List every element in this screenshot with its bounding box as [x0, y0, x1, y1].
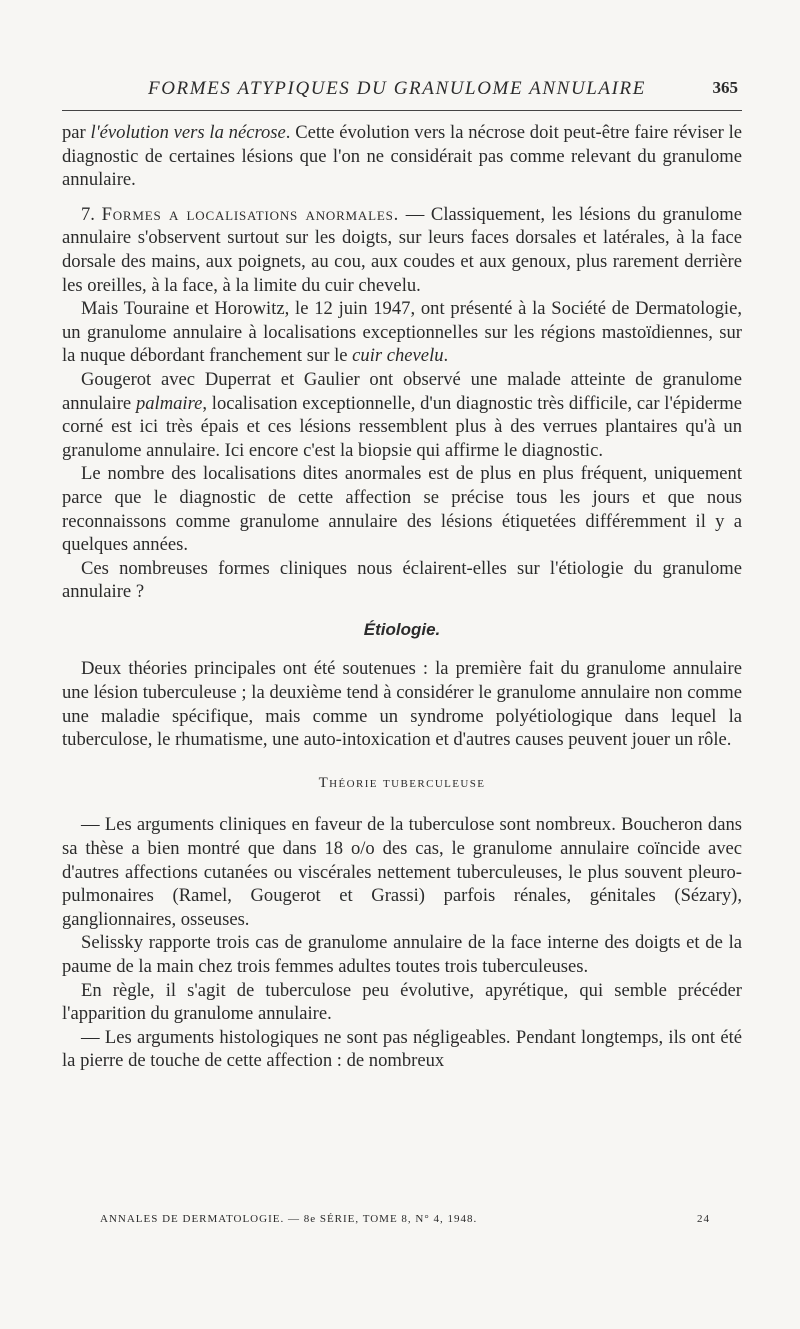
running-head [62, 78, 742, 104]
header-rule [62, 110, 742, 111]
journal-citation: ANNALES DE DERMATOLOGIE. — 8e SÉRIE, TOME 8, N° 4, 1948. [100, 1213, 478, 1225]
paragraph-1: par l'évolution vers la nécrose. Cette évolution vers la nécrose doit peut-être faire réviser le diagnostic de certaines lésions que l'on ne considérait pas comme relevant du granulome annulaire. [62, 122, 742, 191]
paragraph-3: Mais Touraine et Horowitz, le 12 juin 1947, ont présenté à la Société de Dermatologie, un granulome annulaire à localisations exceptionnelles sur les régions mastoïdiennes, sur la nuque débordant franchement sur le cuir chevelu. [62, 298, 742, 367]
paragraph-6: Ces nombreuses formes cliniques nous éclairent-elles sur l'étiologie du granulome annulaire ? [62, 557, 742, 603]
section-number: 7. [81, 203, 102, 225]
paragraph-4: Gougerot avec Duperrat et Gaulier ont observé une malade atteinte de granulome annulaire palmaire, localisation exceptionnelle, d'un diagnostic très difficile, car l'épiderme corné est ici très épais et ces lésions ressemblent plus à des verrues plantaires qu'à un granulome annulaire. Ici encore c'est la biopsie qui affirme le diagnostic. [62, 368, 742, 461]
paragraph-8: — Les arguments cliniques en faveur de la tuberculose sont nombreux. Boucheron dans sa thèse a bien montré que dans 18 o/o des cas, le granulome annulaire coïncide avec d'autres affections cutanées ou viscérales nettement tuberculeuses, le plus souvent pleuro-pulmonaires (Ramel, Gougerot et Grassi) parfois rénales, génitales (Sézary), ganglionnaires, osseuses. [62, 814, 742, 930]
running-title: FORMES ATYPIQUES DU GRANULOME ANNULAIRE [148, 78, 646, 99]
section-heading-etiologie: Étiologie. [363, 619, 441, 639]
italic-phrase: l'évolution vers la nécrose [90, 122, 286, 143]
document-page [62, 78, 742, 1073]
paragraph-5: Le nombre des localisations dites anormales est de plus en plus fréquent, uniquement parce que le diagnostic de cette affection se précise tous les jours et que nous reconnaissons comme granulome annulaire des lésions étiquetées différemment il y a quelques années. [62, 463, 742, 556]
page-footer [100, 1213, 710, 1225]
paragraph-section-7: 7. Formes a localisations anormales. — Classiquement, les lésions du granulome annulaire s'observent surtout sur les doigts, sur leurs faces dorsales et latérales, à la face dorsale des mains, aux poignets, au cou, aux coudes et aux genoux, plus rarement derrière les oreilles, à la face, à la limite du cuir chevelu. [62, 203, 742, 296]
signature-mark: 24 [697, 1213, 710, 1225]
section-title: Formes a localisations anormales. [101, 203, 400, 225]
subheading-theorie-tuberculeuse: Théorie tuberculeuse [318, 774, 486, 791]
page-number: 365 [712, 78, 738, 97]
paragraph-9: Selissky rapporte trois cas de granulome annulaire de la face interne des doigts et de la paume de la main chez trois femmes adultes toutes trois tuberculeuses. [62, 932, 742, 977]
paragraph-11: — Les arguments histologiques ne sont pas négligeables. Pendant longtemps, ils ont été la pierre de touche de cette affection : de nombreux [62, 1026, 742, 1072]
paragraph-10: En règle, il s'agit de tuberculose peu évolutive, apyrétique, qui semble précéder l'apparition du granulome annulaire. [62, 979, 742, 1025]
body-text [62, 121, 742, 1073]
paragraph-7: Deux théories principales ont été soutenues : la première fait du granulome annulaire une lésion tuberculeuse ; la deuxième tend à considérer le granulome annulaire non comme une maladie spécifique, mais comme un syndrome polyétiologique dans lequel la tuberculose, le rhumatisme, une auto-intoxication et d'autres causes peuvent jouer un rôle. [62, 658, 742, 751]
